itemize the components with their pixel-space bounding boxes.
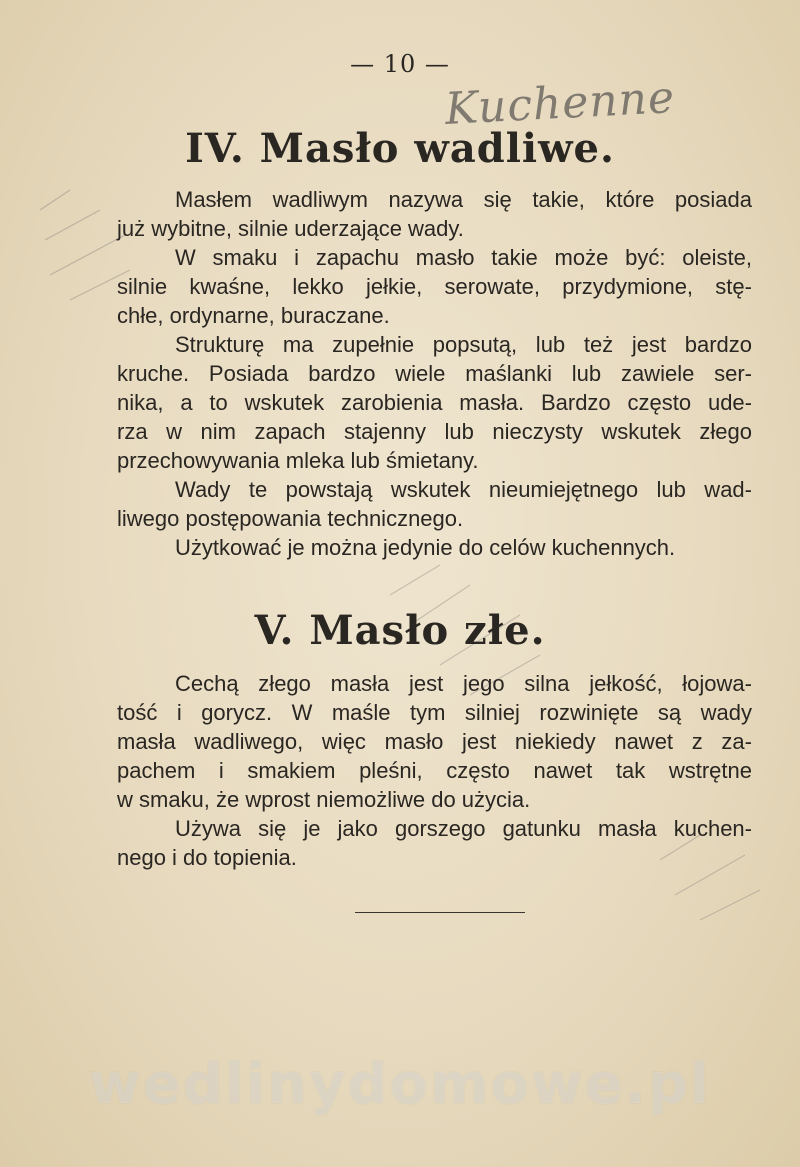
text-line: silnie kwaśne, lekko jełkie, serowate, przydymione, stę- xyxy=(117,274,752,299)
text-line: w smaku, że wprost niemożliwe do użycia. xyxy=(117,787,531,812)
text-line: pachem i smakiem pleśni, często nawet tak wstrętne xyxy=(117,758,752,783)
text-line: chłe, ordynarne, buraczane. xyxy=(117,303,390,328)
text-line: Używa się je jako gorszego gatunku masła kuchen- xyxy=(175,816,752,841)
text-line: Cechą złego masła jest jego silna jełkość, łojowa- xyxy=(175,671,752,696)
section-v-heading: V. Masło złe. xyxy=(254,607,546,654)
text-line: rza w nim zapach stajenny lub nieczysty wskutek złego xyxy=(117,419,752,444)
text-line: już wybitne, silnie uderzające wady. xyxy=(117,216,464,241)
page-number: — 10 — xyxy=(350,50,450,78)
text-line: kruche. Posiada bardzo wiele maślanki lub zawiele ser- xyxy=(117,361,752,386)
section-v-text xyxy=(117,669,752,872)
text-line: przechowywania mleka lub śmietany. xyxy=(117,448,479,473)
text-line: Masłem wadliwym nazywa się takie, które posiada xyxy=(175,187,752,212)
watermark: wedlinydomowe.pl xyxy=(88,1052,712,1117)
text-line: nego i do topienia. xyxy=(117,845,297,870)
text-line: masła wadliwego, więc masło jest niekiedy nawet z za- xyxy=(117,729,752,754)
section-iv-text xyxy=(117,185,752,562)
section-iv-heading: IV. Masło wadliwe. xyxy=(185,125,615,172)
text-line: W smaku i zapachu masło takie może być: oleiste, xyxy=(175,245,752,270)
text-line: nika, a to wskutek zarobienia masła. Bardzo często ude- xyxy=(117,390,752,415)
text-line: Użytkować je można jedynie do celów kuchennych. xyxy=(175,535,676,560)
text-line: Wady te powstają wskutek nieumiejętnego lub wad- xyxy=(175,477,752,502)
text-line: Strukturę ma zupełnie popsutą, lub też jest bardzo xyxy=(175,332,752,357)
text-line: liwego postępowania technicznego. xyxy=(117,506,464,531)
handwritten-note: Kuchenne xyxy=(443,72,677,135)
end-rule xyxy=(355,912,525,913)
text-line: tość i gorycz. W maśle tym silniej rozwinięte są wady xyxy=(117,700,752,725)
